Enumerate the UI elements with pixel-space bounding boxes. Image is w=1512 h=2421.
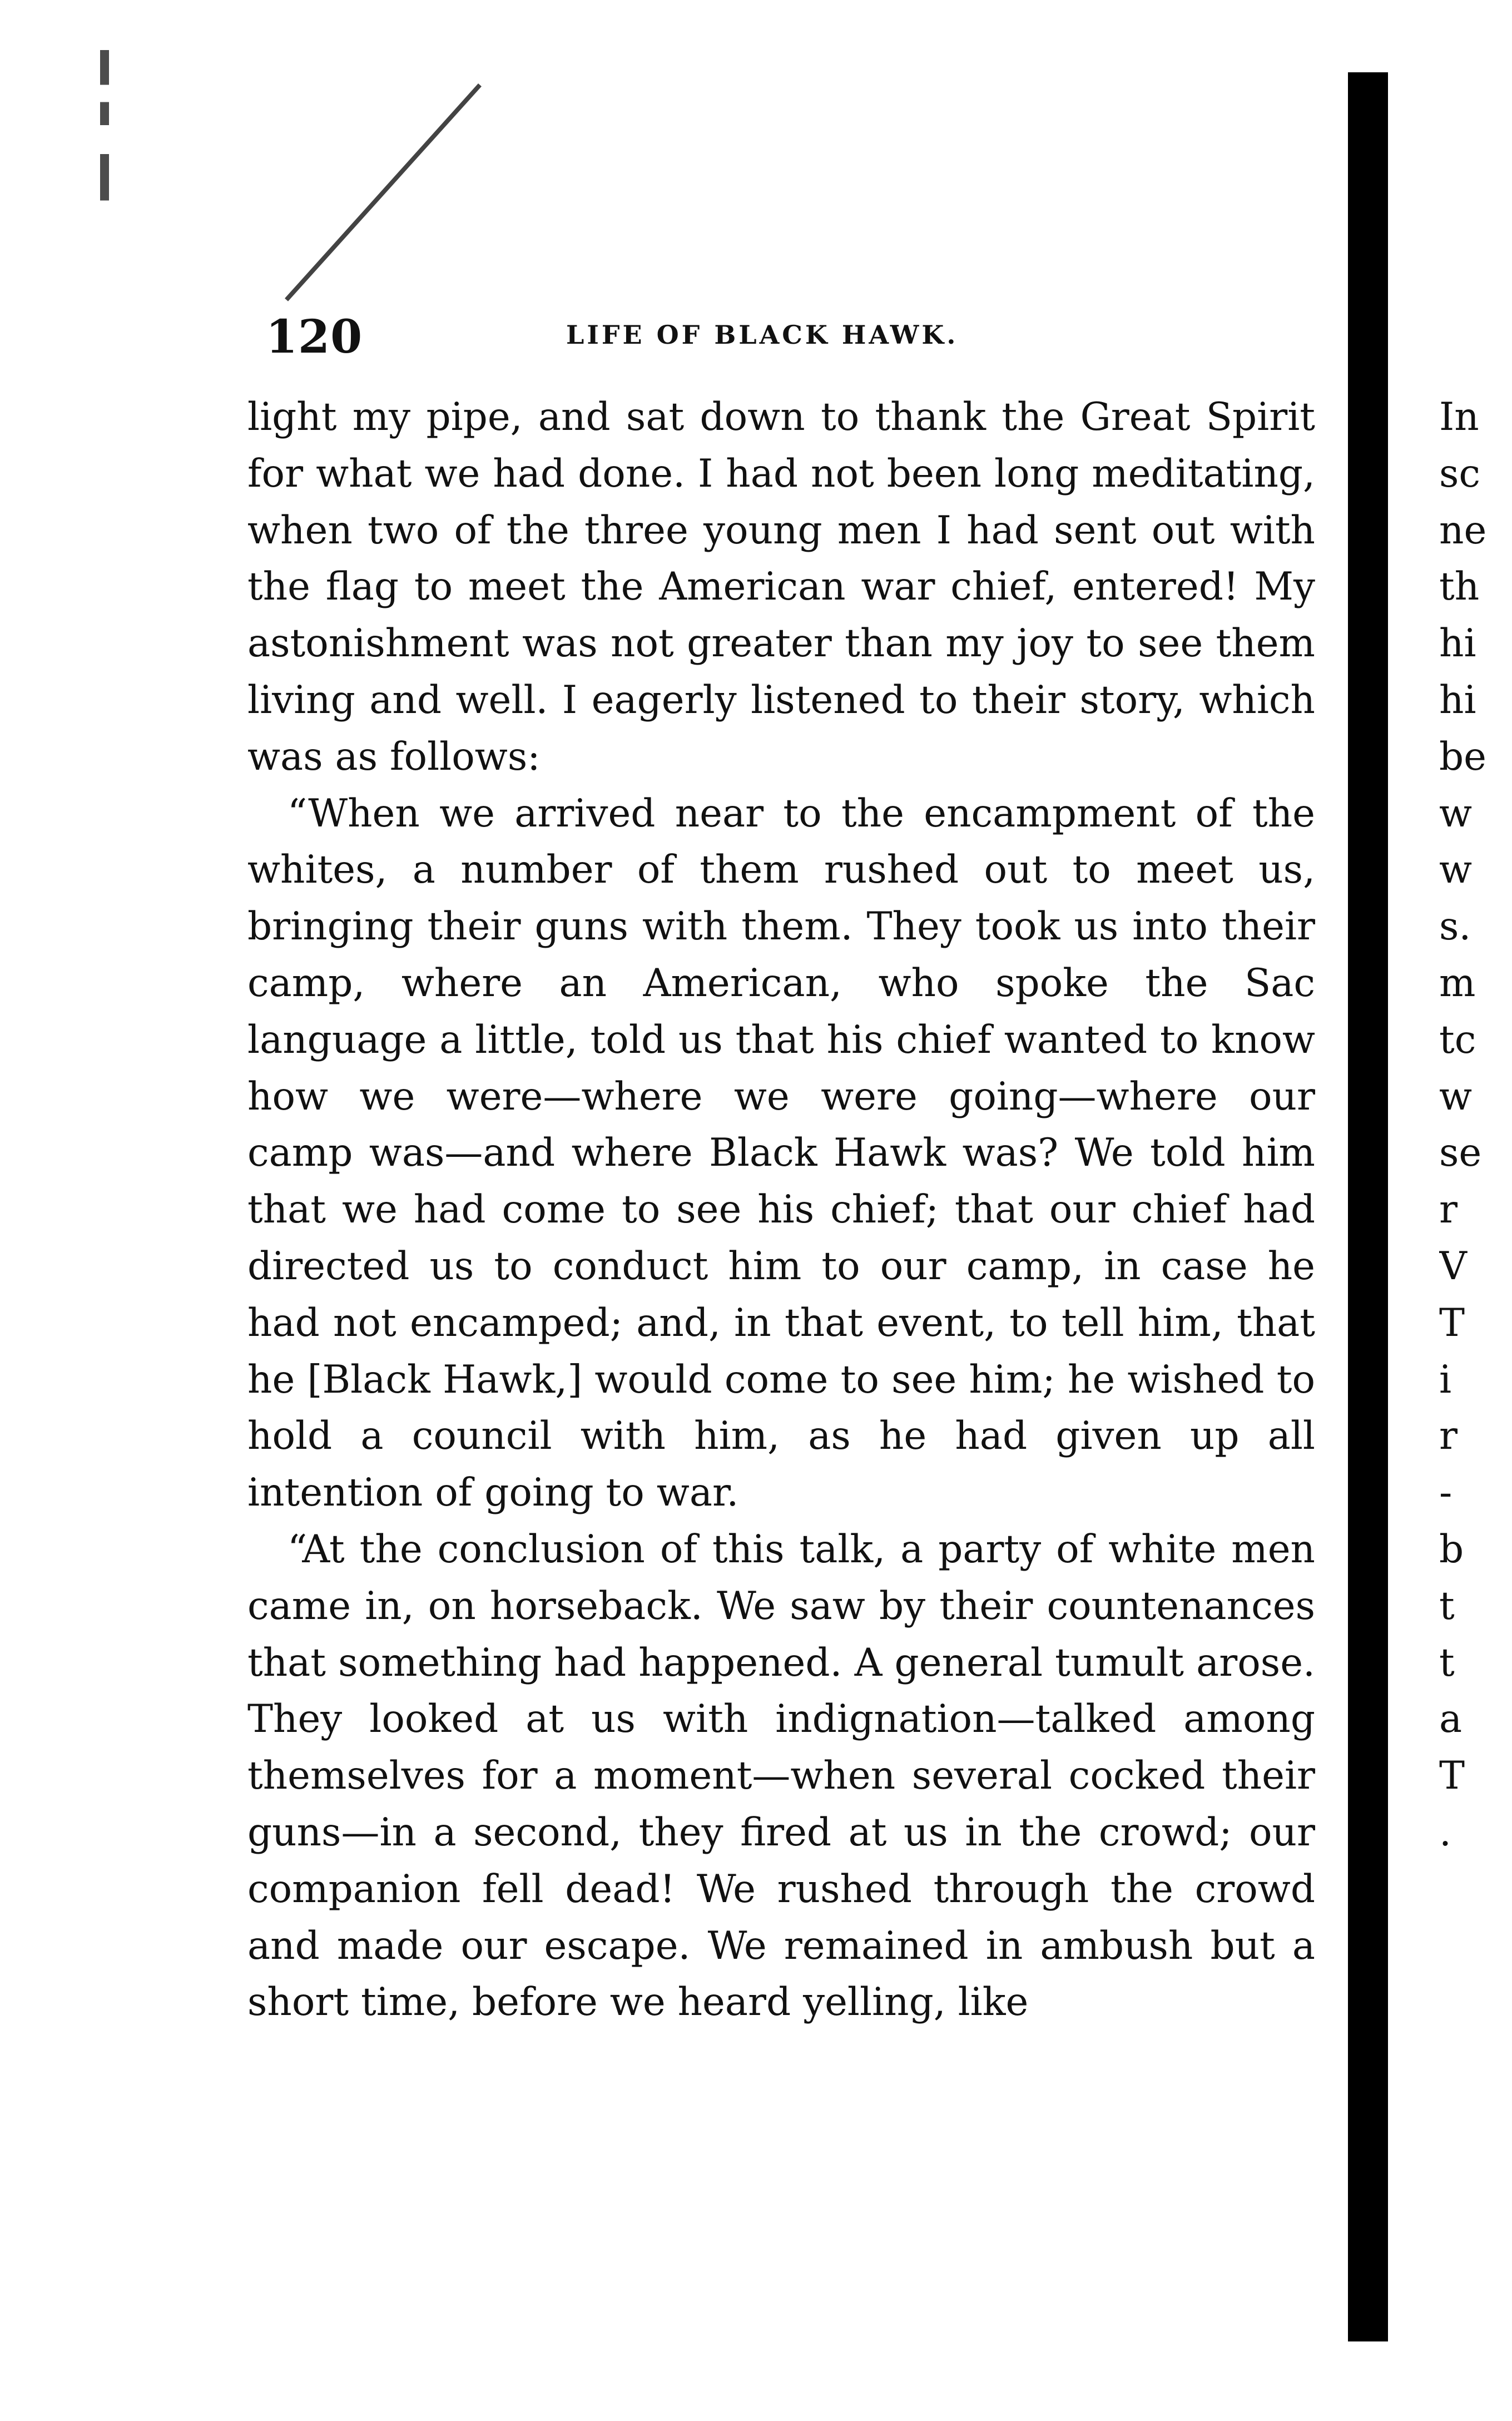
next-page-fragment: w <box>1439 848 1473 893</box>
paragraph-1: light my pipe, and sat down to thank the Great Spirit for what we had done. I had not been long meditating, when two of the three young men I had sent out with the flag to meet the American war chief, entered! My astonishment was not greater than my joy to see them living and well. I eagerly listened to their story, which was as follows: <box>247 395 1315 779</box>
next-page-fragment: th <box>1439 565 1480 610</box>
next-page-fragment: w <box>1439 1074 1473 1119</box>
diagonal-pencil-mark <box>285 83 482 301</box>
next-page-fragment: . <box>1439 1810 1451 1855</box>
next-page-fragment: ne <box>1439 508 1487 553</box>
left-page-edge-mark <box>100 50 109 339</box>
next-page-fragment: i <box>1439 1357 1452 1402</box>
next-page-fragment: m <box>1439 961 1476 1006</box>
paragraph-2: “When we arrived near to the encampment of the whites, a number of them rushed out to meet us, bringing their guns with them. They took us into their camp, where an American, who spoke the Sac language a little, told us that his chief wanted to know how we were—where we were going—where our camp was—and where Black Hawk was? We told him that we had come to see his chief; that our chief had directed us to conduct him to our camp, in case he had not encamped; and, in that event, to tell him, that he [Black Hawk,] would come to see him; he wished to hold a council with him, as he had given up all intention of going to war. <box>247 791 1315 1516</box>
next-page-fragment: w <box>1439 791 1473 836</box>
next-page-fragment: sc <box>1439 451 1481 496</box>
next-page-fragment: s. <box>1439 904 1471 949</box>
next-page-fragment: r <box>1439 1414 1458 1459</box>
next-page-fragment: hi <box>1439 677 1476 722</box>
page-number: 120 <box>266 310 363 364</box>
next-page-fragment: V <box>1439 1244 1467 1289</box>
paragraph-3: “At the conclusion of this talk, a party of white men came in, on horseback. We saw by their countenances that something had happened. A general tumult arose. They looked at us with indignation—talked among themselves for a moment—when several cocked their guns—in a second, they fired at us in the crowd; our companion fell dead! We rushed through the crowd and made our escape. We remained in ambush but a short time, before we heard yelling, like <box>247 1527 1315 2025</box>
next-page-fragment: be <box>1439 734 1487 779</box>
next-page-fragment: tc <box>1439 1017 1476 1062</box>
next-page-fragment: a <box>1439 1697 1463 1742</box>
book-gutter-shadow <box>1348 72 1388 2341</box>
next-page-text-fragments <box>1439 389 1506 1861</box>
next-page-fragment: se <box>1439 1131 1482 1176</box>
next-page-fragment: r <box>1439 1187 1458 1232</box>
next-page-fragment: T <box>1439 1754 1465 1799</box>
next-page-fragment: T <box>1439 1300 1465 1345</box>
next-page-fragment: b <box>1439 1527 1464 1572</box>
next-page-fragment: t <box>1439 1640 1455 1685</box>
running-head: LIFE OF BLACK HAWK. <box>566 320 959 350</box>
page-header <box>266 310 1322 366</box>
next-page-fragment: t <box>1439 1583 1455 1628</box>
main-text-column <box>247 389 1315 2031</box>
next-page-fragment: hi <box>1439 621 1476 666</box>
next-page-fragment: - <box>1439 1471 1452 1516</box>
next-page-fragment: In <box>1439 395 1479 439</box>
